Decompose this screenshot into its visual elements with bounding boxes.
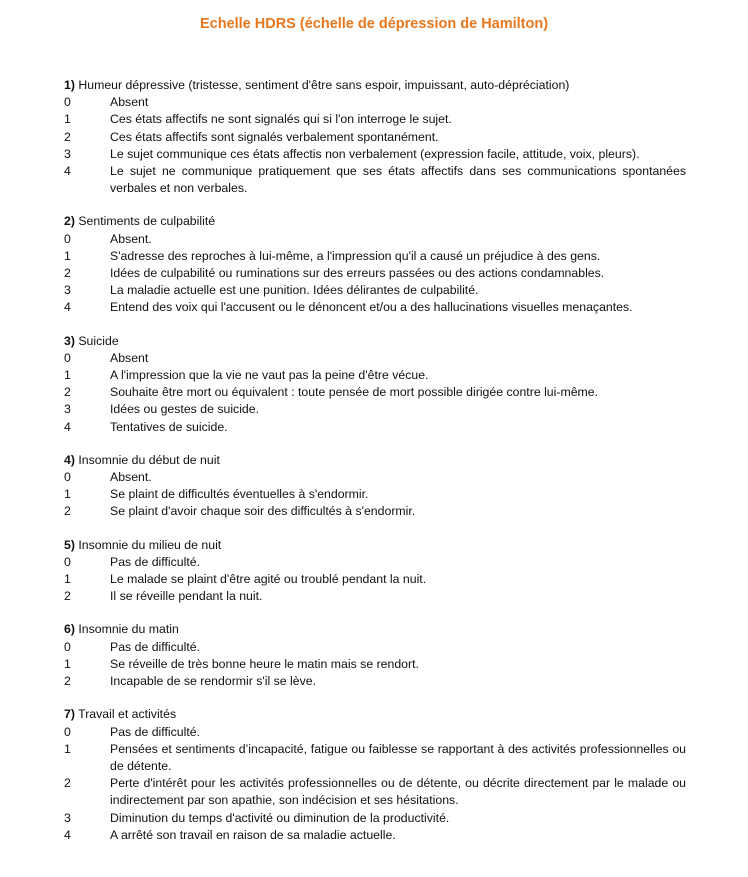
item-text: Pas de difficulté. bbox=[110, 554, 201, 569]
scale-item bbox=[64, 265, 686, 282]
scale-item bbox=[64, 571, 686, 588]
scale-item bbox=[64, 810, 686, 827]
section-heading bbox=[64, 706, 686, 723]
scale-item bbox=[64, 163, 686, 197]
scale-sections bbox=[64, 77, 686, 860]
section-heading bbox=[64, 452, 686, 469]
scale-section bbox=[64, 77, 686, 197]
section-number: 1) bbox=[64, 78, 75, 92]
item-text: Ces états affectifs ne sont signalés qui si l'on interroge le sujet. bbox=[110, 112, 452, 127]
scale-item bbox=[64, 231, 686, 248]
item-text: Ces états affectifs sont signalés verbalement spontanément. bbox=[110, 129, 439, 144]
section-label: Insomnie du milieu de nuit bbox=[78, 537, 222, 552]
section-label: Insomnie du matin bbox=[78, 622, 179, 637]
section-label: Insomnie du début de nuit bbox=[78, 452, 220, 467]
item-text: Se réveille de très bonne heure le matin mais se rendort. bbox=[110, 656, 419, 671]
scale-item bbox=[64, 554, 686, 571]
scale-item bbox=[64, 248, 686, 265]
item-text: Absent bbox=[110, 350, 149, 365]
item-text: Idées de culpabilité ou ruminations sur des erreurs passées ou des actions condamnables. bbox=[110, 266, 605, 281]
section-heading bbox=[64, 537, 686, 554]
scale-item bbox=[64, 588, 686, 605]
item-score: 2 bbox=[64, 129, 71, 144]
document-title: Echelle HDRS (échelle de dépression de Hamilton) bbox=[199, 16, 549, 32]
item-text: Tentatives de suicide. bbox=[110, 419, 228, 434]
item-text: Entend des voix qui l'accusent ou le dénoncent et/ou a des hallucinations visuelles menaçantes. bbox=[110, 300, 633, 315]
item-score: 0 bbox=[64, 554, 71, 569]
item-score: 4 bbox=[64, 419, 71, 434]
item-score: 2 bbox=[64, 266, 71, 281]
scale-item bbox=[64, 419, 686, 436]
item-text: A l'impression que la vie ne vaut pas la peine d'être vécue. bbox=[110, 368, 429, 383]
scale-section bbox=[64, 706, 686, 844]
item-text: Incapable de se rendormir s'il se lève. bbox=[110, 674, 317, 689]
scale-item bbox=[64, 724, 686, 741]
section-heading bbox=[64, 213, 686, 230]
item-text: Le malade se plaint d'être agité ou troublé pendant la nuit. bbox=[110, 572, 427, 587]
scale-item bbox=[64, 827, 686, 844]
scale-section bbox=[64, 621, 686, 690]
item-text: Absent bbox=[110, 95, 149, 110]
section-number: 4) bbox=[64, 452, 75, 467]
item-score: 2 bbox=[64, 674, 71, 689]
item-text: Idées ou gestes de suicide. bbox=[110, 402, 260, 417]
scale-item bbox=[64, 94, 686, 111]
scale-item bbox=[64, 384, 686, 401]
section-label: Travail et activités bbox=[78, 707, 177, 722]
item-text: Souhaite être mort ou équivalent : toute pensée de mort possible dirigée contre lui-même. bbox=[110, 385, 599, 400]
item-score: 2 bbox=[64, 385, 71, 400]
item-score: 3 bbox=[64, 402, 71, 417]
scale-item bbox=[64, 129, 686, 146]
item-score: 1 bbox=[64, 112, 71, 127]
item-text: Perte d'intérêt pour les activités professionnelles ou de détente, ou décrite directement par le malade ou indirectement par son apathie, son indécision et ses hésitations. bbox=[110, 776, 686, 808]
item-score: 4 bbox=[64, 300, 71, 315]
scale-section bbox=[64, 213, 686, 316]
scale-item bbox=[64, 673, 686, 690]
item-text: Absent. bbox=[110, 470, 152, 485]
scale-item bbox=[64, 146, 686, 163]
item-score: 4 bbox=[64, 164, 71, 179]
scale-item bbox=[64, 401, 686, 418]
item-score: 1 bbox=[64, 656, 71, 671]
item-score: 0 bbox=[64, 231, 71, 246]
item-text: Pas de difficulté. bbox=[110, 724, 201, 739]
scale-item bbox=[64, 503, 686, 520]
scale-item bbox=[64, 282, 686, 299]
item-text: Pensées et sentiments d’incapacité, fatigue ou faiblesse se rapportant à des activités professionnelles ou de détente. bbox=[110, 741, 686, 773]
item-text: Se plaint d'avoir chaque soir des difficultés à s'endormir. bbox=[110, 504, 416, 519]
item-score: 2 bbox=[64, 589, 71, 604]
section-label: Sentiments de culpabilité bbox=[78, 214, 216, 229]
item-score: 0 bbox=[64, 639, 71, 654]
scale-item bbox=[64, 350, 686, 367]
scale-item bbox=[64, 486, 686, 503]
item-text: Le sujet communique ces états affectis non verbalement (expression facile, attitude, voix, pleurs). bbox=[110, 146, 640, 161]
item-score: 0 bbox=[64, 724, 71, 739]
item-score: 0 bbox=[64, 350, 71, 365]
section-label: Humeur dépressive (tristesse, sentiment d'être sans espoir, impuissant, auto-dépréciation) bbox=[78, 78, 570, 92]
item-score: 2 bbox=[64, 776, 71, 791]
item-score: 1 bbox=[64, 368, 71, 383]
section-number: 7) bbox=[64, 707, 75, 722]
item-score: 0 bbox=[64, 95, 71, 110]
item-text: Il se réveille pendant la nuit. bbox=[110, 589, 263, 604]
item-text: Diminution du temps d'activité ou diminution de la productivité. bbox=[110, 810, 450, 825]
item-score: 1 bbox=[64, 741, 71, 756]
section-number: 5) bbox=[64, 537, 75, 552]
item-score: 2 bbox=[64, 504, 71, 519]
section-number: 2) bbox=[64, 214, 75, 229]
item-text: A arrêté son travail en raison de sa maladie actuelle. bbox=[110, 827, 396, 842]
item-text: S'adresse des reproches à lui-même, a l'impression qu'il a causé un préjudice à des gens. bbox=[110, 248, 601, 263]
item-text: Le sujet ne communique pratiquement que ses états affectifs dans ses communications spontanées verbales et non verbales. bbox=[110, 164, 686, 196]
scale-item bbox=[64, 111, 686, 128]
item-text: Pas de difficulté. bbox=[110, 639, 201, 654]
scale-item bbox=[64, 367, 686, 384]
section-heading bbox=[64, 333, 686, 350]
section-number: 6) bbox=[64, 622, 75, 637]
scale-section bbox=[64, 452, 686, 521]
item-score: 0 bbox=[64, 470, 71, 485]
item-score: 1 bbox=[64, 487, 71, 502]
item-text: Se plaint de difficultés éventuelles à s'endormir. bbox=[110, 487, 369, 502]
scale-section bbox=[64, 537, 686, 606]
section-label: Suicide bbox=[78, 333, 119, 348]
scale-item bbox=[64, 469, 686, 486]
scale-item bbox=[64, 639, 686, 656]
section-number: 3) bbox=[64, 333, 75, 348]
item-score: 3 bbox=[64, 810, 71, 825]
scale-section bbox=[64, 333, 686, 436]
scale-item bbox=[64, 775, 686, 809]
scale-item bbox=[64, 299, 686, 316]
item-score: 1 bbox=[64, 572, 71, 587]
item-text: Absent. bbox=[110, 231, 152, 246]
item-score: 4 bbox=[64, 827, 71, 842]
item-text: La maladie actuelle est une punition. Idées délirantes de culpabilité. bbox=[110, 283, 479, 298]
scale-item bbox=[64, 741, 686, 775]
item-score: 3 bbox=[64, 146, 71, 161]
item-score: 1 bbox=[64, 248, 71, 263]
section-heading bbox=[64, 621, 686, 638]
section-heading bbox=[64, 77, 686, 94]
item-score: 3 bbox=[64, 283, 71, 298]
scale-item bbox=[64, 656, 686, 673]
